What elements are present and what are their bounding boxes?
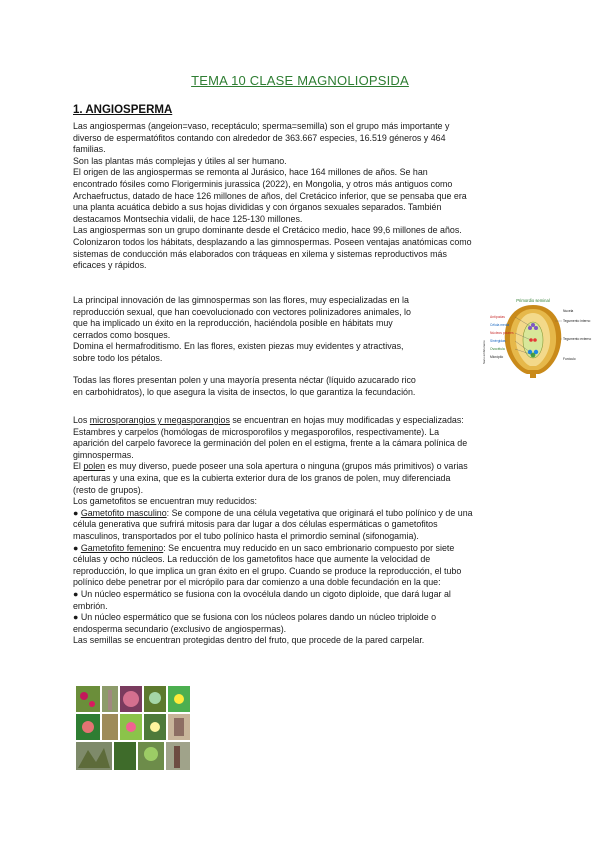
text-line — [73, 461, 533, 473]
text-line: Son las plantas más complejas y útiles al ser humano. — [73, 155, 287, 166]
text-line: aparición del carpelo favorece la germinación del polen en el estigma, frente a la cámara polínica de — [73, 438, 468, 449]
photo-flower-shape — [123, 691, 139, 707]
text-line: embrión. — [73, 600, 108, 611]
photo-flower-shape — [82, 721, 94, 733]
text-line: destacamos Montsechia vidalii, de hace 125-130 millones. — [73, 213, 303, 224]
text-line: masculinos, transportados por el tubo polínico hasta el primordio seminal (sifonogamia). — [73, 530, 419, 541]
photo-trunk-shape — [174, 746, 180, 768]
antipodal-cell — [534, 326, 538, 330]
text-line — [73, 543, 533, 555]
text-line — [73, 508, 533, 520]
text-line: ● Un núcleo espermático se fusiona con la ovocélula dando un cigoto diploide, que dará lugar al — [73, 588, 451, 599]
angiosperm-photo-collage — [74, 684, 192, 772]
document-title: TEMA 10 CLASE MAGNOLIOPSIDA — [191, 73, 409, 88]
label-sinergidas: Sinérgidas — [490, 339, 506, 343]
text-line: Todas las flores presentan polen y una mayoría presenta néctar (líquido azucarado rico — [73, 375, 416, 385]
photo-flower-shape — [80, 692, 88, 700]
antipodal-cell — [531, 323, 535, 327]
text-line — [73, 415, 533, 427]
bullet: ● — [73, 507, 81, 518]
text-line: Las semillas se encuentran protegidas dentro del fruto, que procede de la pared carpelar. — [73, 635, 425, 646]
text-line: La principal innovación de las gimnospermas son las flores, muy especializadas en la — [73, 295, 409, 305]
text-line: Las angiospermas (angeion=vaso, receptáculo; sperma=semilla) son el grupo más importante y — [73, 121, 450, 131]
text-line: (resto de grupos). — [73, 484, 144, 495]
section-heading-angiosperma: 1. ANGIOSPERMA — [73, 104, 173, 116]
photo-leaf-shape — [144, 747, 158, 761]
photo-trunk-shape — [174, 718, 184, 736]
text-line: células y ocho núcleos. La reducción de los gametofitos hace que aumente la velocidad de — [73, 554, 431, 565]
ovule-diagram — [481, 296, 592, 378]
paragraph-sporangia — [73, 415, 533, 647]
underlined-term: polen — [83, 461, 106, 472]
label-ovocelula: Ovocélula — [490, 347, 505, 351]
text-line: Las angiospermas son un grupo dominante desde el Cretácico medio, hace 99,6 millones de años. — [73, 225, 462, 236]
text-line: eficaces y rápidos. — [73, 260, 147, 271]
text-span: El — [73, 461, 84, 472]
photo-tile — [102, 714, 118, 740]
text-span: : Se encuentra muy reducido en un saco embrionario compuesto por siete — [163, 542, 455, 553]
paragraph-flowers — [73, 295, 473, 365]
text-line: sobre todo los pétalos. — [73, 352, 163, 363]
text-line: El origen de las angiospermas se remonta al Jurásico, hace 164 millones de años. Se han — [73, 167, 428, 178]
text-line: Los gametofitos se encuentran muy reducidos: — [73, 496, 258, 507]
text-line: reproducción sexual, que han coevolucionado con vectores polinizadores animales, lo — [73, 306, 411, 317]
label-celula-media: Célula media — [490, 323, 510, 327]
text-line: reproducción, lo que implica un gran éxito en el grupo. Cuando se produce la reproducción, el tubo — [73, 565, 462, 576]
text-line: encontrado fósiles como Florigerminis jurassica (2022), en Mongolia, y otros más antiguos como — [73, 178, 453, 189]
label-nucleos-polares: Núcleos polares — [490, 331, 514, 335]
photo-flower-shape — [126, 722, 136, 732]
label-nucela: Nucela — [563, 309, 574, 313]
underlined-term: Gametofito masculino — [80, 507, 167, 518]
text-line: polínico debe penetrar por el micrópilo para dar comienzo a una doble fecundación en la que: — [73, 577, 441, 588]
text-line: gimnospermas. — [73, 449, 134, 460]
label-tegumento-interno: Tegumento interno — [563, 319, 591, 323]
text-line: endosperma secundario (exclusivo de angiospermas). — [73, 623, 287, 634]
text-line: Archaefructus, datado de hace 126 millones de años, del Cretácico inferior, que se pensaba que era — [73, 190, 467, 201]
photo-flower-shape — [150, 722, 160, 732]
diagram-title: Primordio seminal — [516, 298, 550, 303]
text-span: : Se compone de una célula vegetativa que originará el tubo polínico y de una — [166, 507, 473, 518]
text-span: se encuentran en hojas muy modificadas y especializadas: — [229, 415, 464, 425]
text-line: aperturas y una exina, que es la cubierta exterior dura de los granos de polen, muy diferenciada — [73, 472, 451, 483]
text-line: una planta acuática debido a sus hojas divididas y con órganos sexuales separados. También — [73, 202, 442, 213]
text-line: sistemas de conducción más elaborados con tráqueas en xilema y sistemas reproductivos más — [73, 248, 447, 259]
photo-tile — [114, 742, 136, 770]
text-line: familias. — [73, 144, 106, 155]
label-antipodas: Antípodas — [490, 315, 505, 319]
photo-leaf-shape — [149, 692, 161, 704]
text-line: que ha implicado un éxito en la reproducción, haciéndola posible en hábitats muy — [73, 318, 393, 329]
paragraph-pollen-nectar — [73, 375, 533, 398]
text-line: cerrados como bosques. — [73, 329, 171, 340]
text-line: ● Un núcleo espermático que se fusiona con los núcleos polares dando un núcleo triploide o — [73, 612, 437, 623]
underlined-term: microsporangios y megasporangios — [89, 415, 230, 425]
text-line: en carbohidratos), lo que asegura la visita de insectos, lo que garantiza la fecundación. — [73, 386, 416, 397]
photo-stem-shape — [108, 690, 112, 710]
photo-flower-shape — [89, 701, 95, 707]
text-line: célula generativa que sufrirá mitosis para dar lugar a dos células espermáticas o gametofitos — [73, 519, 438, 530]
antipodal-cell — [528, 326, 532, 330]
text-span: Los — [73, 415, 90, 425]
text-line: diverso de espermatófitos contando con alrededor de 363.667 especies, 16.519 géneros y 464 — [73, 132, 446, 143]
label-funiculo: Funículo — [563, 357, 576, 361]
bullet: ● — [73, 542, 81, 553]
text-span: es muy diverso, puede poseer una sola apertura o ninguna (grupos más primitivos) o varias — [105, 461, 468, 472]
text-line: Domina el hermafroditismo. En las flores, existen piezas muy evidentes y atractivas, — [73, 341, 404, 352]
text-line: Estambres y carpelos (homólogas de microsporofilos y megasporofilos, respectivamente). La — [73, 426, 440, 437]
photo-flower-shape — [174, 694, 184, 704]
photo-tile — [76, 686, 100, 712]
label-micropilo: Micrópilo — [490, 355, 504, 359]
diagram-side-label: Saco embrionario — [482, 340, 486, 364]
funiculus-shape — [530, 372, 536, 378]
underlined-term: Gametofito femenino — [80, 542, 164, 553]
text-line: Colonizaron todos los hábitats, desplazando a las gimnospermas. Poseen ventajas anatómicas como — [73, 236, 472, 247]
paragraph-intro — [73, 121, 533, 272]
polar-nucleus — [533, 338, 537, 342]
label-tegumento-externo: Tegumento externo — [563, 337, 592, 341]
